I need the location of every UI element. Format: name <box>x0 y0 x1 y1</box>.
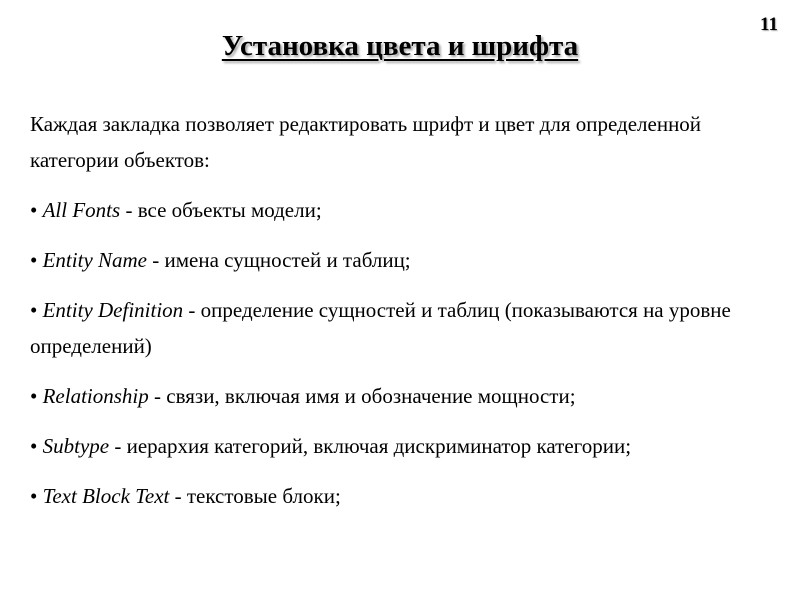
item-description: - текстовые блоки; <box>169 484 341 508</box>
bullet-icon: • <box>30 434 38 458</box>
list-item-entity-definition <box>30 292 770 364</box>
item-description: - определение сущностей и таблиц (показываются на уровне определений) <box>30 298 731 358</box>
item-term: Entity Name <box>42 248 148 272</box>
bullet-icon: • <box>30 484 38 508</box>
item-term: Subtype <box>42 434 110 458</box>
intro-paragraph: Каждая закладка позволяет редактировать шрифт и цвет для определенной категории объектов: <box>30 112 702 172</box>
item-description: - связи, включая имя и обозначение мощности; <box>148 384 576 408</box>
item-description: - все объекты модели; <box>120 198 322 222</box>
bullet-icon: • <box>30 298 38 322</box>
page-number: 11 <box>760 14 778 35</box>
bullet-icon: • <box>30 384 38 408</box>
slide-content <box>30 106 770 528</box>
bullet-icon: • <box>30 248 38 272</box>
item-term: Entity Definition <box>42 298 184 322</box>
list-item-subtype <box>30 428 770 464</box>
list-item-text-block-text <box>30 478 770 514</box>
slide-title: Установка цвета и шрифта <box>221 30 579 62</box>
item-term: Text Block Text <box>42 484 170 508</box>
bullet-icon: • <box>30 198 38 222</box>
list-item-entity-name <box>30 242 770 278</box>
item-term: Relationship <box>42 384 149 408</box>
item-term: All Fonts <box>42 198 121 222</box>
list-item-all-fonts <box>30 192 770 228</box>
item-description: - имена сущностей и таблиц; <box>147 248 411 272</box>
item-description: - иерархия категорий, включая дискриминатор категории; <box>109 434 632 458</box>
list-item-relationship <box>30 378 770 414</box>
